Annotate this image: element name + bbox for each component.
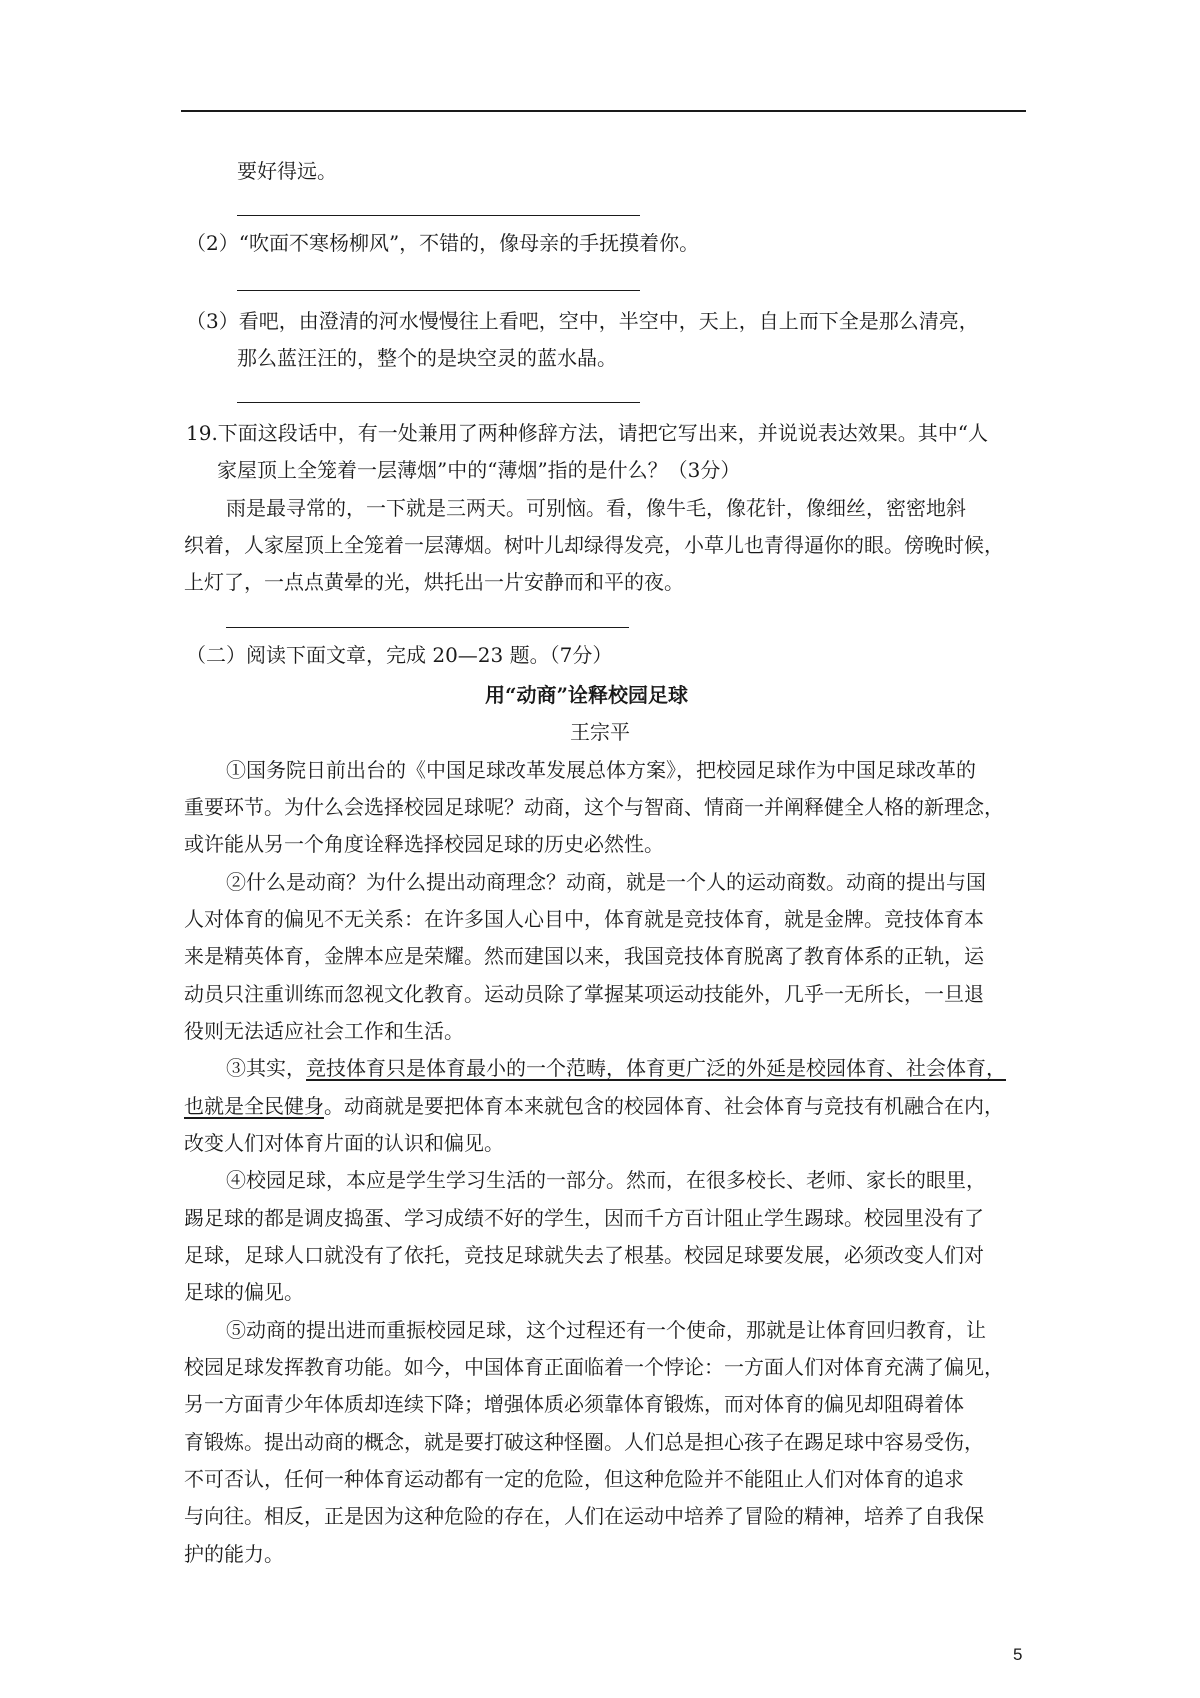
q18-item3-line2: 那么蓝汪汪的，整个的是块空灵的蓝水晶。 <box>237 346 617 370</box>
q19-question-line1: 19.下面这段话中，有一处兼用了两种修辞方法，请把它写出来，并说说表达效果。其中“人 <box>186 421 989 445</box>
paragraph-line: 动员只注重训练而忽视文化教育。运动员除了掌握某项运动技能外，几乎一无所长，一旦退 <box>184 982 984 1006</box>
paragraph-line: 与向往。相反，正是因为这种危险的存在，人们在运动中培养了冒险的精神，培养了自我保 <box>184 1504 984 1528</box>
paragraph-line: 重要环节。为什么会选择校园足球呢？动商，这个与智商、情商一并阐释健全人格的新理念， <box>184 795 1004 819</box>
paragraph-line: 育锻炼。提出动商的概念，就是要打破这种怪圈。人们总是担心孩子在踢足球中容易受伤， <box>184 1430 984 1454</box>
paragraph-line: 人对体育的偏见不无关系：在许多国人心目中，体育就是竞技体育，就是金牌。竞技体育本 <box>184 907 984 931</box>
paragraph-line: ④校园足球，本应是学生学习生活的一部分。然而，在很多校长、老师、家长的眼里， <box>226 1168 986 1192</box>
q19-passage-line: 上灯了，一点点黄晕的光，烘托出一片安静而和平的夜。 <box>184 570 684 594</box>
article-title: 用“动商”诠释校园足球 <box>485 683 689 707</box>
section-heading: （二）阅读下面文章，完成 20—23 题。（7分） <box>186 643 613 667</box>
q18-item2: （2）“吹面不寒杨柳风”，不错的，像母亲的手抚摸着你。 <box>186 231 700 255</box>
q19-question-line2: 家屋顶上全笼着一层薄烟”中的“薄烟”指的是什么？（3分） <box>217 458 741 482</box>
paragraph-line: ①国务院日前出台的《中国足球改革发展总体方案》，把校园足球作为中国足球改革的 <box>226 758 976 782</box>
article-author: 王宗平 <box>570 720 630 744</box>
paragraph-line: 不可否认，任何一种体育运动都有一定的危险，但这种危险并不能阻止人们对体育的追求 <box>184 1467 964 1491</box>
answer-line-q19 <box>226 627 629 628</box>
underlined-text: 也就是全民健身 <box>184 1094 324 1118</box>
paragraph-line: 踢足球的都是调皮捣蛋、学习成绩不好的学生，因而千方百计阻止学生踢球。校园里没有了 <box>184 1206 984 1230</box>
paragraph-text: ③其实， <box>226 1056 306 1080</box>
page-number: 5 <box>1013 1645 1023 1664</box>
paragraph-line <box>226 1056 1006 1080</box>
answer-line-q18-3 <box>237 402 640 403</box>
paragraph-line: 另一方面青少年体质却连续下降；增强体质必须靠体育锻炼，而对体育的偏见却阻碍着体 <box>184 1392 964 1416</box>
q19-passage-line: 织着，人家屋顶上全笼着一层薄烟。树叶儿却绿得发亮，小草儿也青得逼你的眼。傍晚时候， <box>184 533 1004 557</box>
paragraph-line: 改变人们对体育片面的认识和偏见。 <box>184 1131 504 1155</box>
paragraph-line: 来是精英体育，金牌本应是荣耀。然而建国以来，我国竞技体育脱离了教育体系的正轨，运 <box>184 944 984 968</box>
paragraph-line: 护的能力。 <box>184 1542 284 1566</box>
answer-line-q18-1 <box>237 215 640 216</box>
header-rule <box>181 110 1026 112</box>
paragraph-line: 足球，足球人口就没有了依托，竞技足球就失去了根基。校园足球要发展，必须改变人们对 <box>184 1243 984 1267</box>
paragraph-line: ⑤动商的提出进而重振校园足球，这个过程还有一个使命，那就是让体育回归教育，让 <box>226 1318 986 1342</box>
q18-item1-tail: 要好得远。 <box>237 159 337 183</box>
paragraph-text: 。动商就是要把体育本来就包含的校园体育、社会体育与竞技有机融合在内， <box>324 1094 1004 1118</box>
underlined-text: 竞技体育只是体育最小的一个范畴，体育更广泛的外延是校园体育、社会体育， <box>306 1056 1006 1080</box>
paragraph-line <box>184 1094 1004 1118</box>
paragraph-line: 校园足球发挥教育功能。如今，中国体育正面临着一个悖论：一方面人们对体育充满了偏见， <box>184 1355 1004 1379</box>
answer-line-q18-2 <box>237 290 640 291</box>
paragraph-line: 或许能从另一个角度诠释选择校园足球的历史必然性。 <box>184 832 664 856</box>
paragraph-line: 役则无法适应社会工作和生活。 <box>184 1019 464 1043</box>
q18-item3-line1: （3）看吧，由澄清的河水慢慢往上看吧，空中，半空中，天上，自上而下全是那么清亮， <box>186 309 979 333</box>
paragraph-line: ②什么是动商？为什么提出动商理念？动商，就是一个人的运动商数。动商的提出与国 <box>226 870 986 894</box>
q19-passage-line: 雨是最寻常的，一下就是三两天。可别恼。看，像牛毛，像花针，像细丝，密密地斜 <box>226 496 966 520</box>
paragraph-line: 足球的偏见。 <box>184 1280 304 1304</box>
